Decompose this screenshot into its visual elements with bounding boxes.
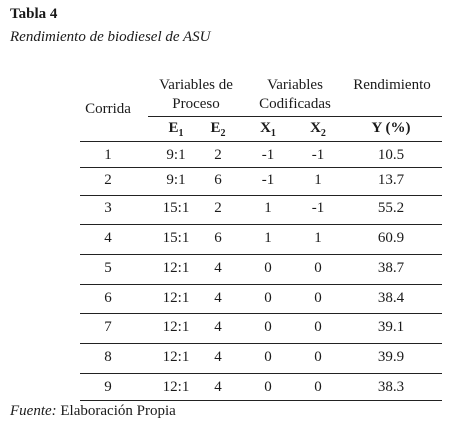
footer-text: Elaboración Propia: [60, 403, 176, 419]
table-subtitle: Rendimiento de biodiesel de ASU: [10, 29, 211, 45]
cell-x1: 0: [264, 349, 272, 365]
cell-e2: 4: [214, 290, 222, 306]
cell-e1: 9:1: [166, 147, 186, 163]
header-variables-proceso-line2: Proceso: [172, 96, 220, 112]
row-rule: [80, 313, 442, 314]
cell-e1: 12:1: [162, 260, 190, 276]
cell-e1: 12:1: [162, 349, 190, 365]
header-variables-codificadas-line2: Codificadas: [259, 96, 331, 112]
row-rule: [80, 254, 442, 255]
table-row: [80, 143, 442, 167]
cell-x2: -1: [311, 147, 325, 163]
subheader-e1-letter: E: [168, 120, 179, 136]
cell-run: 8: [104, 349, 112, 365]
cell-x2: 0: [314, 260, 322, 276]
row-rule: [80, 373, 442, 374]
table-row: [80, 168, 442, 192]
cell-e2: 4: [214, 260, 222, 276]
cell-e1: 15:1: [162, 230, 190, 246]
cell-x1: 0: [264, 319, 272, 335]
cell-e1: 9:1: [166, 172, 186, 188]
cell-y: 10.5: [377, 147, 405, 163]
cell-e2: 6: [214, 230, 222, 246]
cell-e1: 15:1: [162, 200, 190, 216]
table-footer: [10, 403, 176, 420]
header-variables-proceso-line1: Variables de: [159, 77, 233, 93]
cell-run: 7: [104, 319, 112, 335]
cell-y: 55.2: [377, 200, 405, 216]
header-rendimiento: Rendimiento: [353, 77, 431, 93]
header-rule: [80, 141, 442, 142]
cell-x1: -1: [261, 172, 275, 188]
cell-x1: 1: [264, 230, 272, 246]
table-row: [80, 315, 442, 339]
cell-run: 4: [104, 230, 112, 246]
subheader-e2-index: 2: [220, 128, 226, 139]
header-variables-codificadas: [250, 76, 340, 114]
header-corrida: Corrida: [85, 101, 131, 117]
cell-y: 39.1: [377, 319, 405, 335]
cell-x1: 0: [264, 260, 272, 276]
table-row: [80, 196, 442, 220]
cell-y: 13.7: [377, 172, 405, 188]
table-row: [80, 375, 442, 399]
cell-e1: 12:1: [162, 379, 190, 395]
cell-e1: 12:1: [162, 290, 190, 306]
cell-x2: 0: [314, 290, 322, 306]
subheader-e2-letter: E: [210, 120, 221, 136]
table-row: [80, 286, 442, 310]
cell-x1: 1: [264, 200, 272, 216]
row-rule: [80, 284, 442, 285]
subheader-x1-index: 1: [270, 128, 276, 139]
table-row: [80, 226, 442, 250]
subheader-x2-index: 2: [320, 128, 326, 139]
cell-y: 38.3: [377, 379, 405, 395]
cell-run: 5: [104, 260, 112, 276]
cell-run: 1: [104, 147, 112, 163]
group-rule: [148, 116, 442, 117]
cell-run: 6: [104, 290, 112, 306]
row-rule: [80, 343, 442, 344]
subheader-x2: [304, 120, 332, 139]
row-rule: [80, 224, 442, 225]
cell-e2: 4: [214, 379, 222, 395]
cell-run: 9: [104, 379, 112, 395]
cell-y: 38.7: [377, 260, 405, 276]
table-row: [80, 345, 442, 369]
subheader-x1-letter: X: [260, 120, 271, 136]
cell-x2: 1: [314, 172, 322, 188]
cell-x2: -1: [311, 200, 325, 216]
subheader-e1: [152, 120, 200, 139]
footer-label: Fuente:: [10, 403, 57, 419]
cell-e2: 4: [214, 349, 222, 365]
subheader-x2-letter: X: [310, 120, 321, 136]
subheader-x1: [254, 120, 282, 139]
cell-e2: 4: [214, 319, 222, 335]
bottom-rule: [80, 400, 442, 401]
table-row: [80, 256, 442, 280]
header-variables-codificadas-line1: Variables: [267, 77, 323, 93]
cell-x1: -1: [261, 147, 275, 163]
header-variables-proceso: [146, 76, 246, 114]
cell-y: 38.4: [377, 290, 405, 306]
cell-x1: 0: [264, 290, 272, 306]
cell-e2: 2: [214, 200, 222, 216]
cell-e2: 2: [214, 147, 222, 163]
cell-x1: 0: [264, 379, 272, 395]
cell-y: 39.9: [377, 349, 405, 365]
cell-x2: 0: [314, 319, 322, 335]
cell-run: 3: [104, 200, 112, 216]
subheader-y: Y (%): [371, 120, 411, 136]
table-title: Tabla 4: [10, 6, 58, 22]
cell-x2: 0: [314, 379, 322, 395]
cell-run: 2: [104, 172, 112, 188]
cell-x2: 0: [314, 349, 322, 365]
subheader-e1-index: 1: [178, 128, 184, 139]
cell-x2: 1: [314, 230, 322, 246]
cell-e1: 12:1: [162, 319, 190, 335]
subheader-e2: [204, 120, 232, 139]
cell-y: 60.9: [377, 230, 405, 246]
cell-e2: 6: [214, 172, 222, 188]
